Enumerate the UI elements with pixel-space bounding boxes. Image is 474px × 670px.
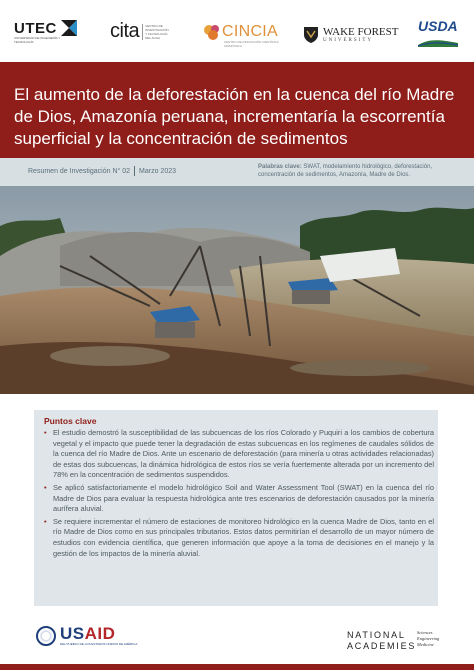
mining-site-illustration [0,186,474,394]
cita-logo [110,20,169,43]
cincia-logo [202,22,279,48]
series-info [28,166,176,176]
cincia-mark-icon [202,22,222,42]
mining-site-photo [0,186,474,394]
page-title: El aumento de la deforestación en la cuenca del río Madre de Dios, Amazonía peruana, incrementaría la escorrentía superficial y la concentración de sedimentos [14,85,455,148]
wake-forest-logo [303,26,398,44]
usda-hills-icon [418,37,458,47]
bullet-icon: • [44,516,47,526]
usaid-seal-icon [36,626,56,646]
cincia-logo-subtitle: CENTRO DE INNOVACIÓN CIENTÍFICA AMAZÓNICA [224,40,279,48]
key-points-heading: Puntos clave [44,416,97,426]
title-band [0,62,474,158]
publication-date: Marzo 2023 [139,167,176,175]
utec-logo-subtitle: UNIVERSIDAD DE INGENIERÍA Y TECNOLOGÍA [14,36,61,44]
wake-forest-logo-text: WAKE FOREST [323,26,399,38]
key-point-text: Se requiere incrementar el número de estaciones de monitoreo hidrológico en la cuenca Madre de Dios, tanto en el río Madre de Dios como en sus principales tributarios. Estos datos permitirían el desarrollo de un mayor número de estudios con evidencia científica, que generen información que apoye a la toma de decisiones en el manejo y la gestión de los impactos de la minería aluvial. [53,516,434,558]
keywords-label: Palabras clave: [258,164,302,170]
keywords [258,163,468,179]
usaid-logo-text: USAID [60,624,116,643]
usda-logo-text: USDA [418,18,458,34]
national-academies-logo-text: NATIONAL ACADEMIES [347,630,417,651]
cita-logo-subtitle: CENTRO DE INVESTIGACIÓN Y TECNOLOGÍA DEL AGUA [142,24,169,40]
national-academies-subtitle: Sciences Engineering Medicine [417,630,440,647]
bullet-icon: • [44,482,47,492]
wake-forest-logo-subtitle: UNIVERSITY [323,38,373,43]
series-divider [134,166,135,176]
key-points-list [44,428,434,561]
wake-forest-shield-icon [303,26,319,44]
bottom-rule [0,664,474,670]
series-label: Resumen de Investigación N° 02 [28,167,131,175]
meta-band [0,158,474,186]
bullet-icon: • [44,428,47,437]
utec-mark-icon [59,18,79,38]
list-item [44,517,434,559]
national-academies-logo [347,630,439,652]
usda-logo [418,18,458,52]
list-item [44,483,434,515]
partner-logos [0,0,474,62]
list-item [44,428,434,481]
key-point-text: El estudio demostró la susceptibilidad de las subcuencas de los ríos Colorado y Puquiri a los cambios de cobertura vegetal y el impacto que puede tener la degradación de estas subcuencas en los regímenes de caudales sólidos de la cuenca del río Madre de Dios. Ante un escenario de deforestación (para minería u otras actividades relacionadas) de estas dos subcuencas, la dinámica hidrológica de estos ríos se vería fuertemente alterada por un incremento del 78% en la concentración de sedimentos suspendidos. [53,428,434,480]
utec-logo [14,18,79,44]
keywords-text: SWAT, modelamiento hidrológico, deforestación, concentración de sedimentos, Amazonía, Madre de Dios. [258,164,433,178]
cincia-logo-text: CINCIA [222,23,279,40]
key-points-box [34,410,438,606]
usaid-logo [36,626,137,646]
utec-logo-text: UTEC [14,19,57,37]
key-point-text: Se aplicó satisfactoriamente el modelo hidrológico Soil and Water Assessment Tool (SWAT) en la cuenca del río Madre de Dios para evaluar la respuesta hidrológica ante tres escenarios de deforestación causados por la minería aurífera aluvial. [53,482,434,514]
cita-logo-text: cita [110,20,140,42]
usaid-logo-subtitle: DEL PUEBLO DE LOS ESTADOS UNIDOS DE AMÉRICA [60,642,138,646]
